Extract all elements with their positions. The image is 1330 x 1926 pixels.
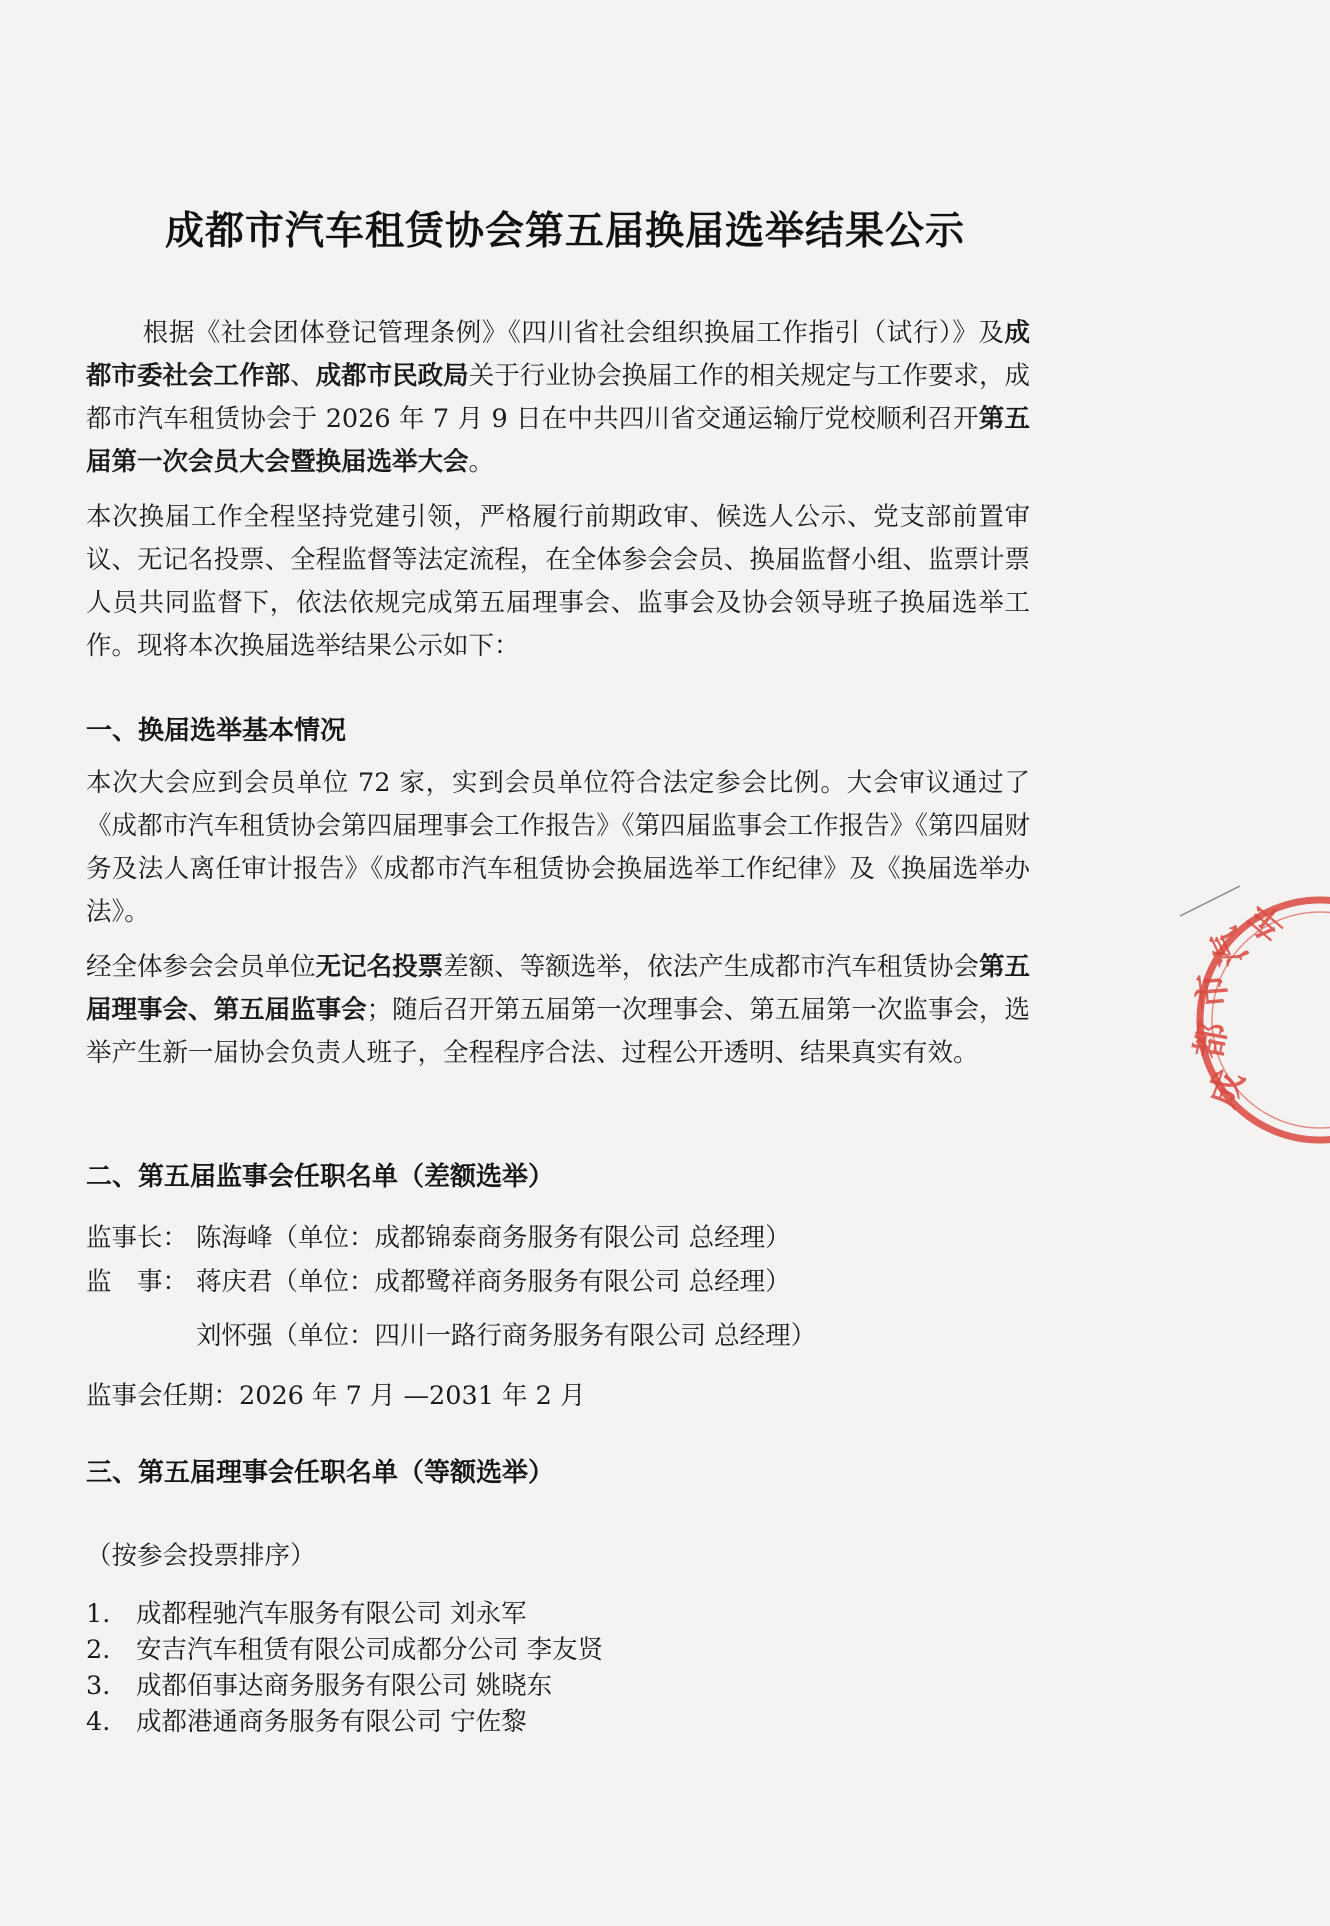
section-1-heading: 一、换届选举基本情况	[86, 716, 347, 746]
list-item: 4. 成都港通商务服务有限公司 宁佐黎	[86, 1707, 527, 1737]
document-title: 成都市汽车租赁协会第五届换届选举结果公示	[164, 209, 965, 254]
list-item: 1. 成都程驰汽车服务有限公司 刘永军	[86, 1599, 527, 1629]
svg-text:都: 都	[1188, 1018, 1236, 1062]
list-item: 2. 安吉汽车租赁有限公司成都分公司 李友贤	[86, 1635, 604, 1665]
process-paragraph: 本次换届工作全程坚持党建引领，严格履行前期政审、候选人公示、党支部前置审议、无记名投票、全程监督等法定流程，在全体参会会员、换届监督小组、监票计票人员共同监督下，依法依规完成第五届理事会、监事会及协会领导班子换届选举工作。现将本次换届选举结果公示如下：	[86, 502, 1030, 661]
section-1-paragraph-1: 本次大会应到会员单位 72 家，实到会员单位符合法定参会比例。大会审议通过了《成都市汽车租赁协会第四届理事会工作报告》《第四届监事会工作报告》《第四届财务及法人离任审计报告》《成都市汽车租赁协会换届选举工作纪律》及《换届选举办法》。	[86, 768, 1030, 927]
svg-text:市: 市	[1190, 971, 1235, 1011]
supervisor-term: 监事会任期：2026 年 7 月 —2031 年 2 月	[86, 1381, 586, 1411]
supervisor-2: 刘怀强（单位：四川一路行商务服务有限公司 总经理）	[196, 1321, 817, 1351]
supervisor-chief-label: 监事长：	[86, 1223, 189, 1253]
section-2-heading: 二、第五届监事会任职名单（差额选举）	[86, 1162, 555, 1192]
ranking-note: （按参会投票排序）	[86, 1541, 316, 1571]
section-3-heading: 三、第五届理事会任职名单（等额选举）	[86, 1458, 555, 1488]
supervisor-1: 蒋庆君（单位：成都鹭祥商务服务有限公司 总经理）	[196, 1267, 791, 1297]
intro-paragraph: 根据《社会团体登记管理条例》《四川省社会组织换届工作指引（试行）》及成都市委社会工作部、成都市民政局关于行业协会换届工作的相关规定与工作要求，成都市汽车租赁协会于 2026 年 7 月 9 日在中共四川省交通运输厅党校顺利召开第五届第一次会员大会暨换届选举大会。	[86, 318, 1030, 477]
supervisor-chief: 陈海峰（单位：成都锦泰商务服务有限公司 总经理）	[196, 1223, 791, 1253]
list-item: 3. 成都佰事达商务服务有限公司 姚晓东	[86, 1671, 553, 1701]
official-seal-icon	[1170, 880, 1330, 1160]
supervisor-label: 监 事：	[86, 1267, 189, 1297]
svg-text:汽: 汽	[1203, 921, 1257, 972]
svg-text:成: 成	[1201, 1065, 1253, 1114]
section-1-paragraph-2: 经全体参会会员单位无记名投票差额、等额选举，依法产生成都市汽车租赁协会第五届理事会、第五届监事会；随后召开第五届第一次理事会、第五届第一次监事会，选举产生新一届协会负责人班子，全程程序合法、过程公开透明、结果真实有效。	[86, 952, 1030, 1068]
svg-text:车: 车	[1239, 893, 1294, 949]
